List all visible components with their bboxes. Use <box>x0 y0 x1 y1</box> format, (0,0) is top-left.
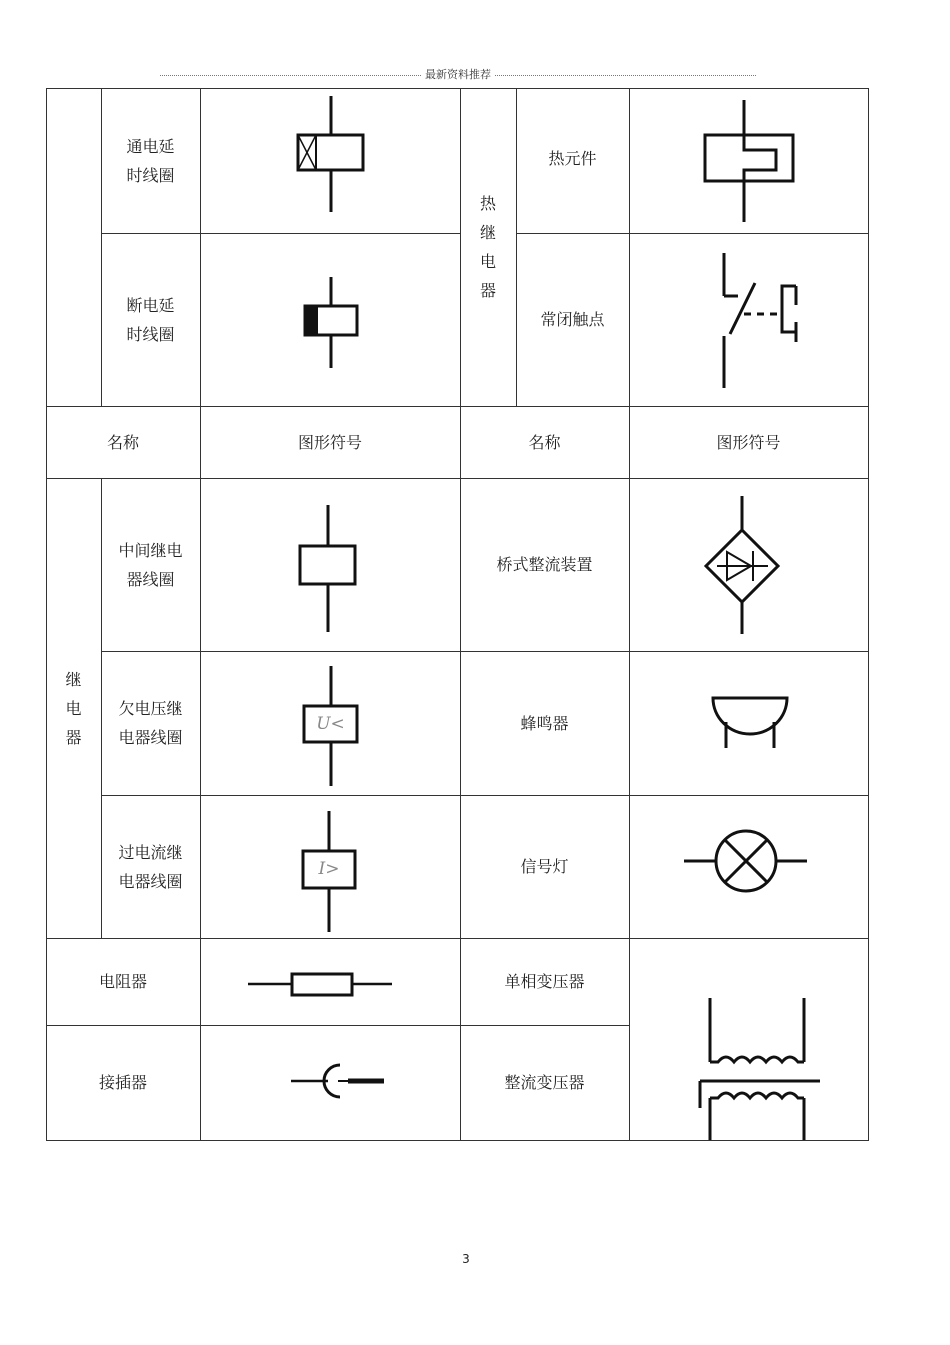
thermal-relay-group-label: 热 继 电 器 <box>479 194 496 300</box>
on-delay-coil-name: 通电延 时线圈 <box>126 136 175 185</box>
plug-socket-name: 接插器 <box>98 1073 147 1092</box>
heating-element-symbol <box>705 100 793 222</box>
transformer-symbol <box>700 998 820 1140</box>
bridge-rectifier-name: 桥式整流装置 <box>496 555 593 574</box>
resistor-symbol <box>248 974 392 995</box>
off-delay-coil-name: 断电延 时线圈 <box>126 295 175 344</box>
buzzer-symbol <box>713 698 787 748</box>
overcurrent-relay-coil-name: 过电流继 电器线圈 <box>118 842 183 891</box>
plug-socket-symbol <box>291 1065 384 1097</box>
col-header-name-1: 名称 <box>106 432 139 452</box>
col-header-name-2: 名称 <box>528 432 561 452</box>
undervoltage-relay-coil-name: 欠电压继 电器线圈 <box>118 699 183 747</box>
signal-lamp-symbol <box>684 831 807 891</box>
resistor-name: 电阻器 <box>98 972 147 991</box>
buzzer-name: 蜂鸣器 <box>520 713 569 733</box>
intermediate-relay-coil-symbol <box>300 505 355 632</box>
nc-contact-name: 常闭触点 <box>540 310 605 329</box>
undervoltage-symbol-label: U< <box>316 714 345 734</box>
nc-contact-symbol <box>724 253 796 388</box>
heating-element-name: 热元件 <box>548 149 597 168</box>
single-phase-transformer-name: 单相变压器 <box>504 972 585 991</box>
bridge-rectifier-symbol <box>706 496 778 634</box>
page-number: 3 <box>462 1252 470 1266</box>
off-delay-coil-symbol <box>305 277 357 368</box>
relay-group-label: 继 电 器 <box>65 669 82 747</box>
overcurrent-symbol-label: I> <box>318 859 340 879</box>
header-text: 最新资料推荐 <box>425 68 491 81</box>
signal-lamp-name: 信号灯 <box>520 857 569 876</box>
col-header-symbol-2: 图形符号 <box>716 432 781 452</box>
on-delay-coil-symbol <box>298 96 363 212</box>
rectifier-transformer-name: 整流变压器 <box>504 1073 585 1092</box>
col-header-symbol-1: 图形符号 <box>297 432 362 452</box>
intermediate-relay-coil-name: 中间继电 器线圈 <box>118 540 183 589</box>
